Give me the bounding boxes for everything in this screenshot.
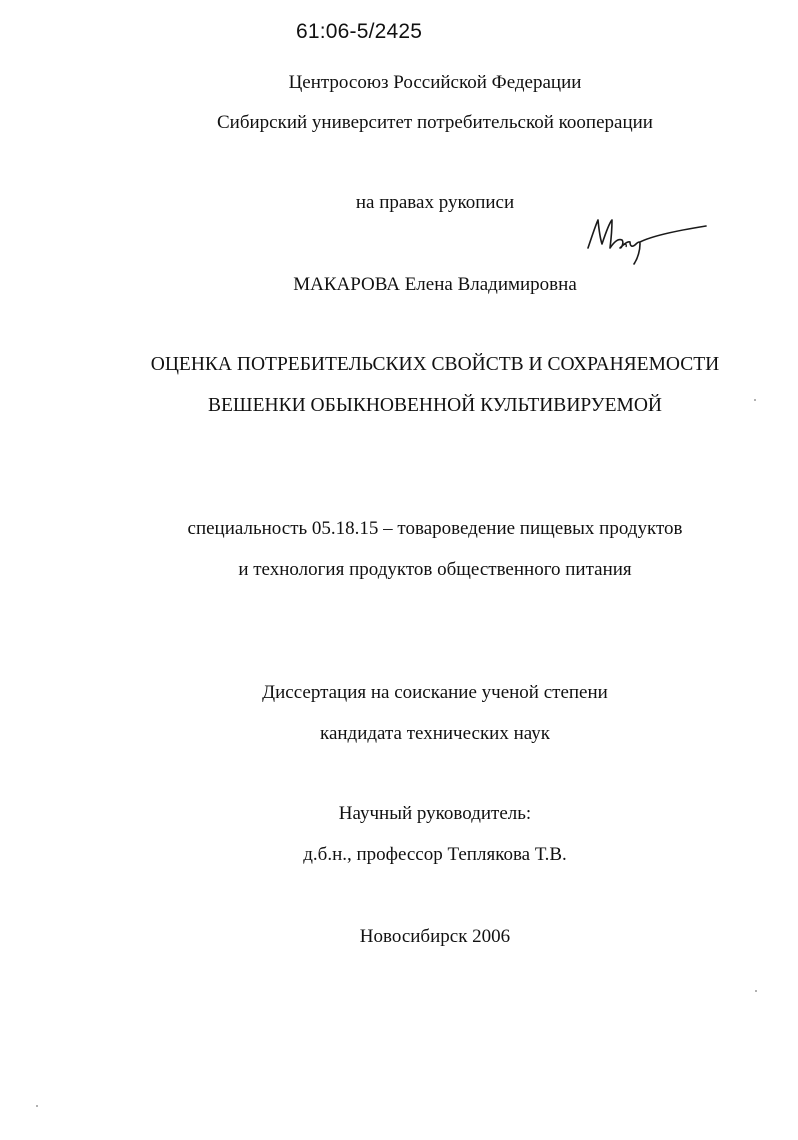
scan-speck xyxy=(755,990,757,992)
signature-image xyxy=(578,208,713,270)
archive-stamp-number: 61:06-5/2425 xyxy=(296,20,423,43)
supervisor-name: д.б.н., профессор Теплякова Т.В. xyxy=(303,844,567,865)
org-line-1: Центросоюз Российской Федерации xyxy=(288,72,582,93)
thesis-title-line-1: ОЦЕНКА ПОТРЕБИТЕЛЬСКИХ СВОЙСТВ И СОХРАНЯЕМОСТИ xyxy=(150,354,720,375)
scan-speck xyxy=(754,399,756,401)
place-and-year: Новосибирск 2006 xyxy=(359,926,511,947)
scan-speck xyxy=(36,1105,38,1107)
manuscript-note: на правах рукописи xyxy=(355,192,515,213)
supervisor-label: Научный руководитель: xyxy=(338,803,532,824)
degree-line-2: кандидата технических наук xyxy=(320,723,550,744)
specialty-line-1: специальность 05.18.15 – товароведение пищевых продуктов xyxy=(187,518,683,539)
degree-line-1: Диссертация на соискание ученой степени xyxy=(262,682,608,703)
thesis-title-line-2: ВЕШЕНКИ ОБЫКНОВЕННОЙ КУЛЬТИВИРУЕМОЙ xyxy=(208,395,662,416)
author-name: МАКАРОВА Елена Владимировна xyxy=(293,274,577,295)
org-line-2: Сибирский университет потребительской кооперации xyxy=(217,112,653,133)
specialty-line-2: и технология продуктов общественного питания xyxy=(238,559,632,580)
